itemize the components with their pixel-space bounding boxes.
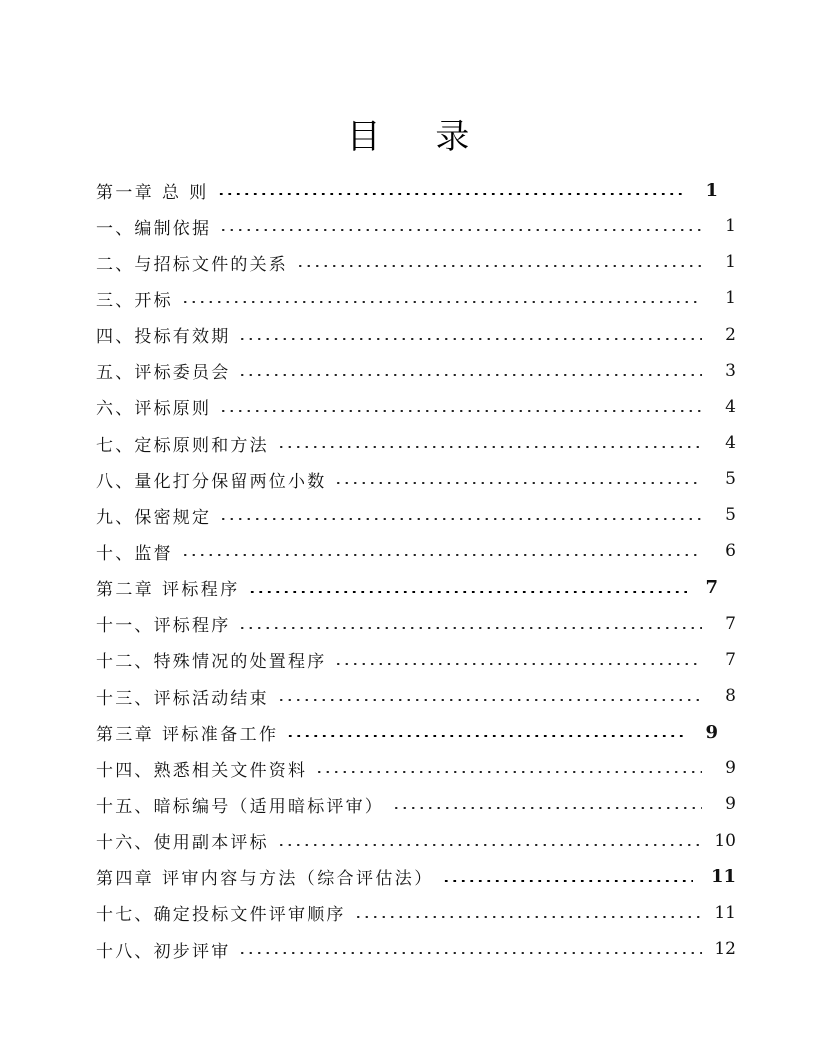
toc-page-number: 4	[725, 396, 736, 417]
toc-entry-label: 三、开标	[96, 290, 173, 311]
dot-leader	[277, 844, 702, 846]
dot-leader	[219, 229, 702, 231]
toc-entry[interactable]	[96, 208, 736, 244]
toc-entry-label: 第三章 评标准备工作	[96, 724, 279, 745]
toc-entry-label: 二、与招标文件的关系	[96, 254, 288, 275]
dot-leader	[277, 699, 702, 701]
toc-entry-label: 十七、确定投标文件评审顺序	[96, 905, 346, 926]
table-of-contents	[96, 172, 736, 967]
dot-leader	[334, 482, 702, 484]
toc-entry-label: 十、监督	[96, 543, 173, 564]
dot-leader	[217, 193, 688, 195]
toc-entry-label: 第二章 评标程序	[96, 580, 240, 601]
toc-entry[interactable]	[96, 280, 736, 316]
toc-entry-label: 六、评标原则	[96, 399, 212, 420]
toc-entry-label: 十四、熟悉相关文件资料	[96, 760, 308, 781]
dot-leader	[296, 265, 702, 267]
dot-leader	[181, 301, 702, 303]
dot-leader	[219, 410, 702, 412]
toc-entry-label: 第四章 评审内容与方法（综合评估法）	[96, 869, 434, 890]
toc-entry[interactable]	[96, 823, 736, 859]
toc-page-number: 9	[725, 758, 736, 779]
dot-leader	[181, 554, 702, 556]
toc-page-number: 1	[725, 216, 736, 237]
toc-entry[interactable]	[96, 425, 736, 461]
toc-entry-label: 第一章 总 则	[96, 182, 209, 203]
toc-page-number: 9	[725, 794, 736, 815]
toc-page-number: 10	[714, 830, 736, 851]
toc-entry-label: 十五、暗标编号（适用暗标评审）	[96, 796, 384, 817]
toc-entry[interactable]	[96, 678, 736, 714]
toc-entry[interactable]	[96, 895, 736, 931]
toc-entry-label: 一、编制依据	[96, 218, 212, 239]
toc-page-number: 6	[725, 541, 736, 562]
dot-leader	[392, 807, 702, 809]
toc-page-number: 5	[725, 505, 736, 526]
toc-entry-label: 八、量化打分保留两位小数	[96, 471, 327, 492]
toc-entry[interactable]	[96, 931, 736, 967]
toc-page-number: 4	[725, 433, 736, 454]
dot-leader	[238, 338, 702, 340]
dot-leader	[277, 446, 702, 448]
toc-entry[interactable]	[96, 353, 736, 389]
toc-entry[interactable]	[96, 497, 736, 533]
toc-entry-label: 九、保密规定	[96, 507, 212, 528]
toc-chapter-3[interactable]	[96, 714, 736, 750]
page-title: 目 录	[346, 116, 492, 157]
toc-entry-label: 七、定标原则和方法	[96, 435, 269, 456]
toc-entry[interactable]	[96, 642, 736, 678]
dot-leader	[238, 374, 702, 376]
toc-page-number: 12	[714, 939, 736, 960]
toc-entry-label: 十八、初步评审	[96, 941, 231, 962]
dot-leader	[238, 952, 702, 954]
toc-entry[interactable]	[96, 606, 736, 642]
toc-page-number: 9	[705, 721, 718, 743]
toc-entry-label: 五、评标委员会	[96, 363, 231, 384]
toc-entry-label: 四、投标有效期	[96, 327, 231, 348]
dot-leader	[334, 663, 702, 665]
toc-page-number: 1	[705, 179, 718, 201]
toc-chapter-1[interactable]	[96, 172, 736, 208]
toc-page-number: 11	[710, 866, 736, 888]
dot-leader	[248, 591, 688, 593]
toc-page-number: 1	[725, 288, 736, 309]
toc-chapter-2[interactable]	[96, 570, 736, 606]
toc-entry-label: 十一、评标程序	[96, 616, 231, 637]
dot-leader	[238, 627, 702, 629]
dot-leader	[286, 735, 687, 737]
toc-entry[interactable]	[96, 389, 736, 425]
dot-leader	[354, 916, 702, 918]
toc-entry[interactable]	[96, 786, 736, 822]
toc-page-number: 7	[725, 649, 736, 670]
toc-page-number: 3	[725, 360, 736, 381]
toc-page-number: 7	[725, 613, 736, 634]
toc-chapter-4[interactable]	[96, 859, 736, 895]
dot-leader	[219, 518, 702, 520]
toc-entry[interactable]	[96, 317, 736, 353]
toc-page-number: 5	[725, 469, 736, 490]
toc-page-number: 7	[705, 577, 718, 599]
toc-entry-label: 十二、特殊情况的处置程序	[96, 652, 327, 673]
toc-page-number: 1	[725, 252, 736, 273]
toc-page-number: 2	[725, 324, 736, 345]
toc-entry[interactable]	[96, 461, 736, 497]
dot-leader	[442, 880, 693, 882]
toc-entry-label: 十三、评标活动结束	[96, 688, 269, 709]
toc-page-number: 11	[714, 902, 736, 923]
dot-leader	[315, 771, 702, 773]
toc-page-number: 8	[725, 686, 736, 707]
toc-entry[interactable]	[96, 244, 736, 280]
toc-entry[interactable]	[96, 533, 736, 569]
toc-entry-label: 十六、使用副本评标	[96, 833, 269, 854]
toc-entry[interactable]	[96, 750, 736, 786]
